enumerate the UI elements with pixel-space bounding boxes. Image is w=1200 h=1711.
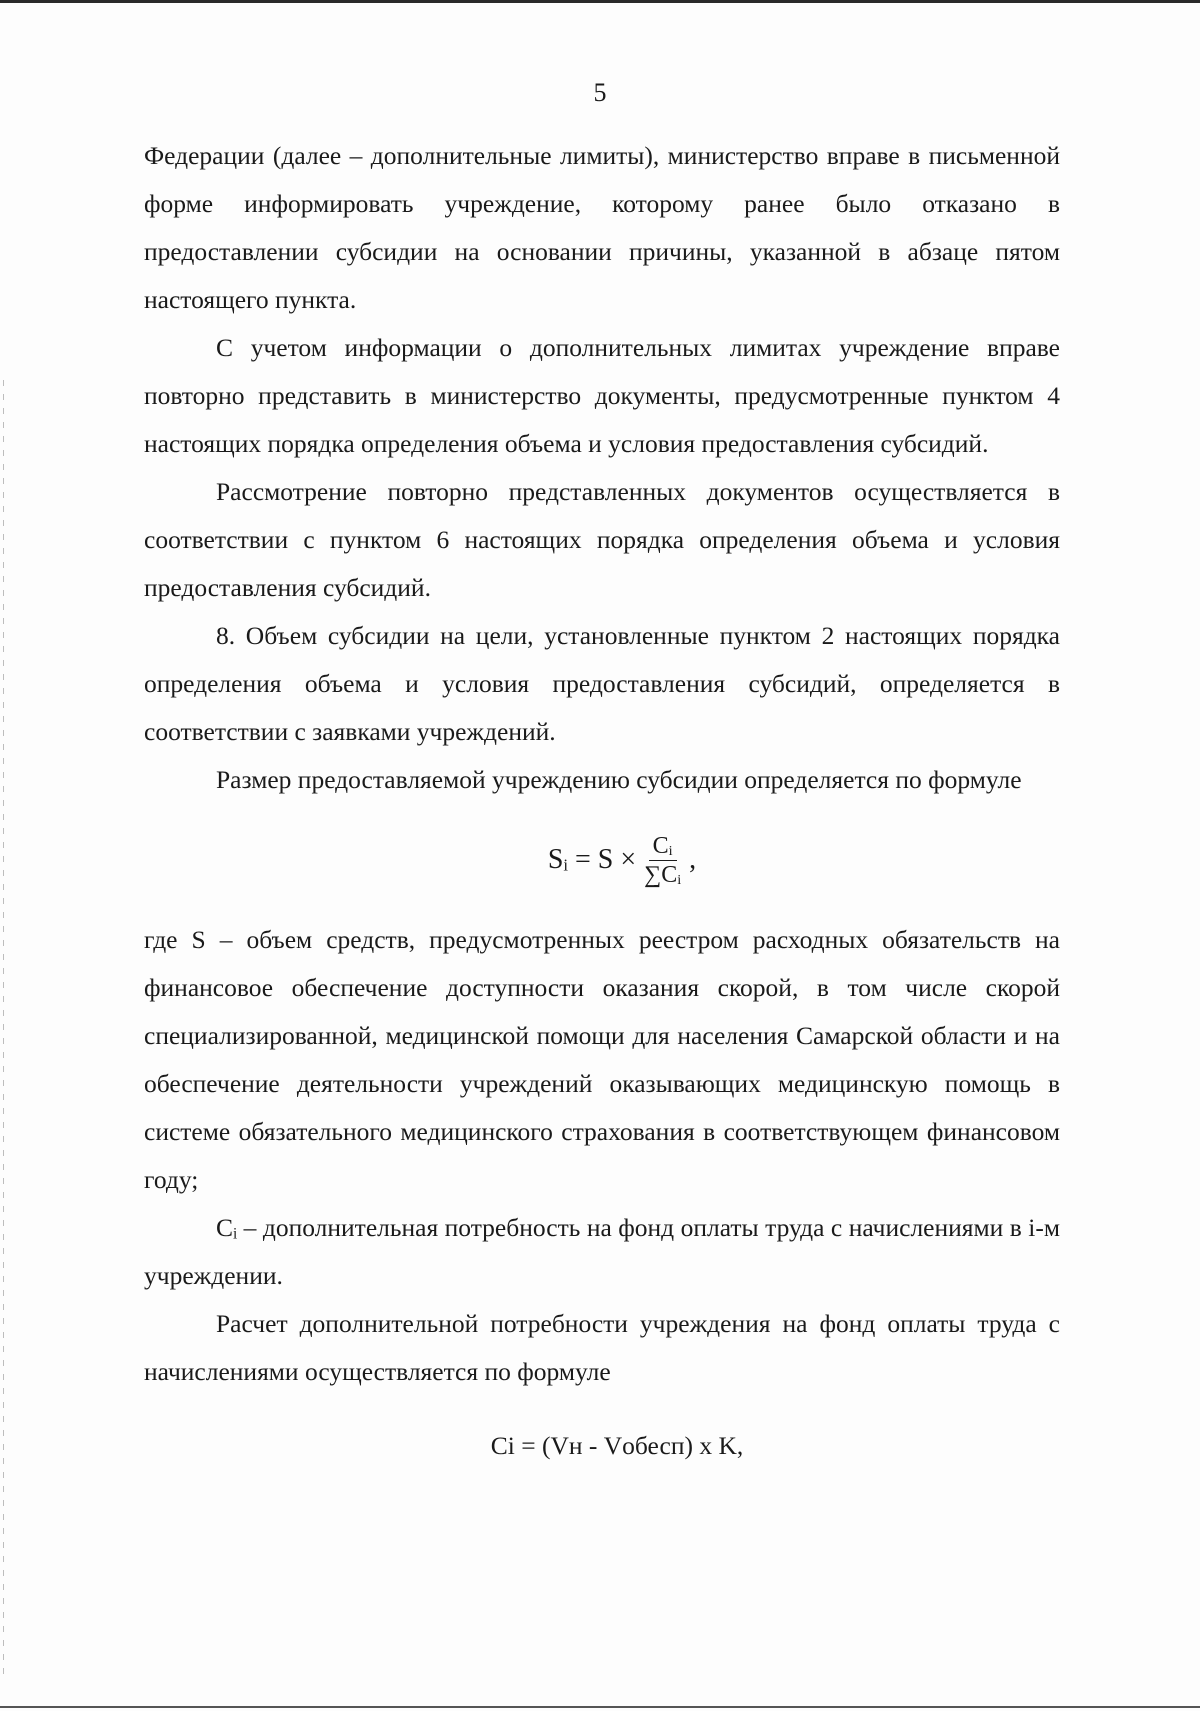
bottom-edge-rule	[0, 1706, 1200, 1708]
paragraph-3: Рассмотрение повторно представленных документов осуществляется в соответствии с пунктом 6 настоящих порядка определения объема и условия предоставления субсидий.	[144, 477, 1060, 602]
formula-fraction	[640, 832, 685, 889]
paragraph-7: Cᵢ – дополнительная потребность на фонд оплаты труда с начислениями в i-м учреждении.	[144, 1213, 1060, 1290]
scan-artifact-line	[3, 380, 4, 1680]
paragraph-5: Размер предоставляемой учреждению субсидии определяется по формуле	[216, 765, 1022, 794]
formula-tail: ,	[689, 844, 697, 875]
need-formula: Ci = (Vн - Vобесп) x K,	[490, 1431, 744, 1460]
top-edge-rule	[0, 0, 1200, 3]
page-number: 5	[593, 78, 607, 107]
formula-lhs: Sᵢ = S ×	[547, 844, 637, 875]
paragraph-6: где S – объем средств, предусмотренных реестром расходных обязательств на финансовое обеспечение доступности оказания скорой, в том числе скорой специализированной, медицинской помощи для населения Самарской области и на обеспечение деятельности учреждений оказывающих медицинскую помощь в системе обязательного медицинского страхования в соответствующем финансовом году;	[144, 925, 1060, 1194]
subsidy-formula	[144, 804, 1060, 916]
paragraph-8: Расчет дополнительной потребности учреждения на фонд оплаты труда с начислениями осуществляется по формуле	[144, 1309, 1060, 1386]
paragraph-1: Федерации (далее – дополнительные лимиты), министерство вправе в письменной форме информировать учреждение, которому ранее было отказано в предоставлении субсидии на основании причины, указанной в абзаце пятом настоящего пункта.	[144, 141, 1060, 314]
document-body	[144, 132, 1060, 1496]
formula-numerator: Cᵢ	[649, 832, 677, 861]
formula-denominator: ∑Cᵢ	[644, 861, 682, 888]
paragraph-4: 8. Объем субсидии на цели, установленные пунктом 2 настоящих порядка определения объема и условия предоставления субсидий, определяется в соответствии с заявками учреждений.	[144, 621, 1060, 746]
paragraph-2: С учетом информации о дополнительных лимитах учреждение вправе повторно представить в министерство документы, предусмотренные пунктом 4 настоящих порядка определения объема и условия предоставления субсидий.	[144, 333, 1060, 458]
